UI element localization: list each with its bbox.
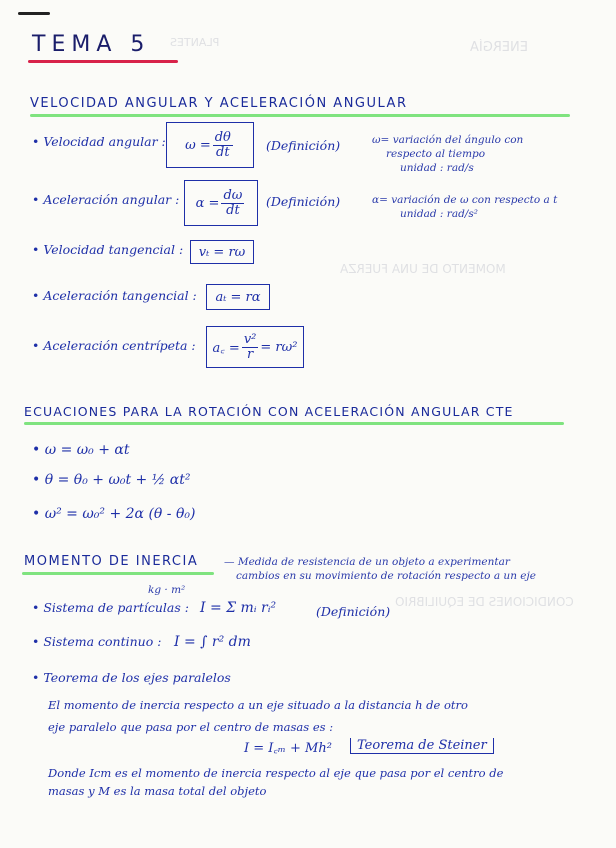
formula-box xyxy=(206,326,304,368)
side-note: ω= variación del ángulo con xyxy=(372,134,524,146)
equation-2: • θ = θ₀ + ω₀t + ½ αt² xyxy=(32,472,191,488)
equation-1: • ω = ω₀ + αt xyxy=(32,442,130,458)
aceleracion-tangencial-label: • Aceleración tangencial : xyxy=(32,288,197,303)
corner-mark xyxy=(18,12,50,15)
definition-note: (Definición) xyxy=(316,604,391,619)
definition-note: (Definición) xyxy=(266,138,341,153)
bleed-through: CONDICIONES DE EQUILIBRIO xyxy=(395,595,574,609)
formula-rhs: = rω² xyxy=(260,339,298,355)
formula-lhs: α = xyxy=(195,195,220,211)
steiner-label: Teorema de Steiner xyxy=(350,738,494,754)
side-note: unidad : rad/s xyxy=(400,162,474,174)
side-note: respecto al tiempo xyxy=(386,148,486,160)
sistema-continuo-label: • Sistema continuo : xyxy=(32,634,162,649)
bleed-through: MOMENTO DE UNA FUERZA xyxy=(340,262,506,276)
section-heading-ecuaciones: ECUACIONES PARA LA ROTACIÓN CON ACELERACIÓN ANGULAR CTE xyxy=(24,404,514,419)
side-note: α= variación de ω con respecto a t xyxy=(372,194,558,206)
velocidad-tangencial-label: • Velocidad tangencial : xyxy=(32,242,184,257)
formula-box xyxy=(184,180,258,226)
aceleracion-angular-label: • Aceleración angular : xyxy=(32,192,180,207)
bleed-through: ENERGÍA xyxy=(470,40,528,55)
formula-box: aₜ = rα xyxy=(206,284,270,310)
formula-continuo: I = ∫ r² dm xyxy=(174,634,251,650)
steiner-formula: I = I꜀ₘ + Mh² xyxy=(244,741,332,756)
momento-description: cambios en su movimiento de rotación respecto a un eje xyxy=(236,570,536,582)
paragraph-line: eje paralelo que pasa por el centro de masas es : xyxy=(48,720,334,734)
formula-lhs: a꜀ = xyxy=(212,341,240,356)
formula-lhs: ω = xyxy=(185,137,211,153)
section-underline xyxy=(30,114,570,117)
formula-num: v² xyxy=(243,331,257,347)
formula-num: dθ xyxy=(214,129,231,145)
momento-description: — Medida de resistencia de un objeto a experimentar xyxy=(224,556,510,568)
paragraph-line: masas y M es la masa total del objeto xyxy=(48,784,267,798)
formula-particulas: I = Σ mᵢ rᵢ² xyxy=(200,600,277,616)
teorema-label: • Teorema de los ejes paralelos xyxy=(32,670,231,685)
section-heading-momento: MOMENTO DE INERCIA xyxy=(24,554,199,569)
formula-den: dt xyxy=(216,144,230,160)
equation-3: • ω² = ω₀² + 2α (θ - θ₀) xyxy=(32,506,196,522)
formula-den: r xyxy=(247,346,254,362)
page-title: TEMA 5 xyxy=(32,32,151,57)
section-heading-velocidad: VELOCIDAD ANGULAR Y ACELERACIÓN ANGULAR xyxy=(30,96,408,111)
bleed-through: PLANTES xyxy=(170,36,220,49)
paragraph-line: Donde Icm es el momento de inercia respecto al eje que pasa por el centro de xyxy=(48,766,504,780)
side-note: unidad : rad/s² xyxy=(400,208,478,220)
momento-units: kg · m² xyxy=(148,584,186,596)
title-underline xyxy=(28,60,178,63)
velocidad-angular-label: • Velocidad angular : xyxy=(32,134,166,149)
sistema-particulas-label: • Sistema de partículas : xyxy=(32,600,189,615)
formula-box xyxy=(166,122,254,168)
definition-note: (Definición) xyxy=(266,194,341,209)
formula-den: dt xyxy=(226,202,240,218)
section-underline xyxy=(24,422,564,425)
formula-num: dω xyxy=(223,187,243,203)
section-underline xyxy=(22,572,214,575)
paragraph-line: El momento de inercia respecto a un eje situado a la distancia h de otro xyxy=(48,698,468,712)
formula-box: vₜ = rω xyxy=(190,240,254,264)
aceleracion-centripeta-label: • Aceleración centrípeta : xyxy=(32,338,196,353)
